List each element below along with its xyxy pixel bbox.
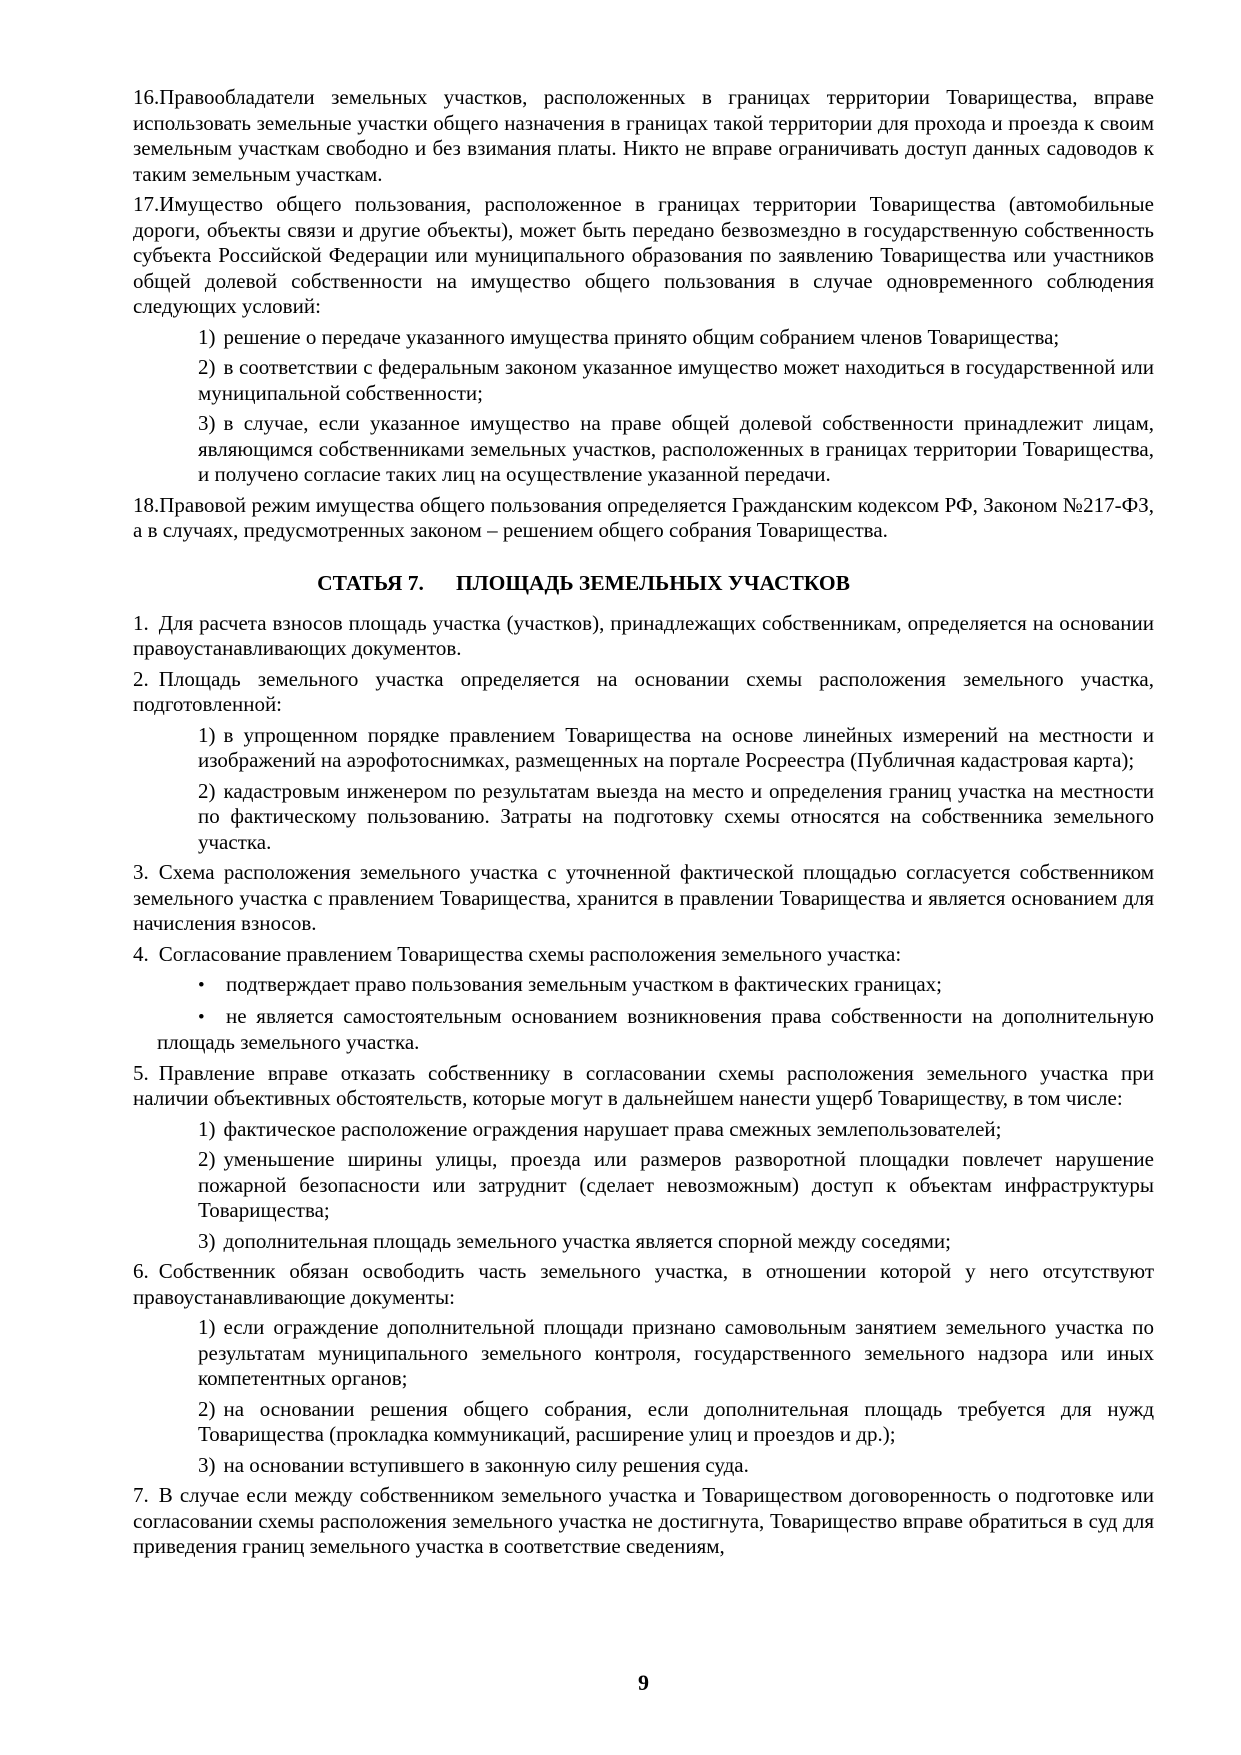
subitem-text: решение о передаче указанного имущества принято общим собранием членов Товарищества; xyxy=(223,324,1060,349)
article7-item-2 xyxy=(133,667,1154,718)
item-number: 7. xyxy=(133,1483,149,1507)
subitem-text: дополнительная площадь земельного участка является спорной между соседями; xyxy=(223,1228,951,1253)
item-text: Схема расположения земельного участка с уточненной фактической площадью согласуется собственником земельного участка с правлением Товарищества, хранится в правлении Товарищества и является основанием для начисления взносов. xyxy=(133,860,1154,935)
subitem-text: в соответствии с федеральным законом указанное имущество может находиться в государственной или муниципальной собственности; xyxy=(198,355,1154,405)
subitem-number: 3) xyxy=(198,1452,216,1477)
item-6-subitem-3 xyxy=(198,1453,1154,1479)
item-2-subitem-1 xyxy=(198,723,1154,774)
item-number: 3. xyxy=(133,860,149,884)
subitem-number: 3) xyxy=(198,411,216,435)
item-number: 1. xyxy=(133,610,149,635)
item-text: Для расчета взносов площадь участка (участков), принадлежащих собственникам, определяется на основании правоустанавливающих документов. xyxy=(133,610,1154,660)
subitem-text: в упрощенном порядке правлением Товарищества на основе линейных измерений на местности и изображений на аэрофотоснимках, размещенных на портале Росреестра (Публичная кадастровая карта); xyxy=(198,722,1154,772)
item-text: Площадь земельного участка определяется на основании схемы расположения земельного участка, подготовленной: xyxy=(133,666,1154,716)
subitem-number: 2) xyxy=(198,1147,216,1171)
item-5-subitem-2 xyxy=(198,1147,1154,1224)
item-text: Собственник обязан освободить часть земельного участка, в отношении которой у него отсутствуют правоустанавливающие документы: xyxy=(133,1259,1154,1309)
article-7-heading xyxy=(73,570,1094,596)
article-title: ПЛОЩАДЬ ЗЕМЕЛЬНЫХ УЧАСТКОВ xyxy=(455,570,850,595)
article7-item-4 xyxy=(133,942,1154,968)
clause-17-subitem-3 xyxy=(198,411,1154,488)
bullet-text: подтверждает право пользования земельным участком в фактических границах; xyxy=(226,972,942,996)
item-2-subitem-2 xyxy=(198,779,1154,856)
bullet-icon: • xyxy=(198,975,205,996)
page-number: 9 xyxy=(638,1670,649,1695)
clause-17-subitem-2 xyxy=(198,355,1154,406)
subitem-number: 3) xyxy=(198,1228,216,1253)
subitem-number: 1) xyxy=(198,324,216,349)
subitem-text: если ограждение дополнительной площади признано самовольным занятием земельного участка по результатам муниципального земельного контроля, государственного земельного надзора или иных компетентных органов; xyxy=(198,1315,1154,1390)
clause-18: 18.Правовой режим имущества общего пользования определяется Гражданским кодексом РФ, Законом №217-ФЗ, а в случаях, предусмотренных законом – решением общего собрания Товарищества. xyxy=(133,492,1154,542)
item-number: 2. xyxy=(133,666,149,691)
article-number-label: СТАТЬЯ 7. xyxy=(317,570,424,595)
subitem-text: кадастровым инженером по результатам выезда на место и определения границ участка на местности по фактическому пользованию. Затраты на подготовку схемы относятся на собственника земельного участка. xyxy=(198,778,1154,854)
article7-item-3 xyxy=(133,860,1154,937)
document-body xyxy=(133,85,1154,1565)
subitem-text: уменьшение ширины улицы, проезда или размеров разворотной площадки повлечет нарушение пожарной безопасности или затруднит (сделает невозможным) доступ к объектам инфраструктуры Товарищества; xyxy=(198,1147,1154,1222)
clause-16: 16.Правообладатели земельных участков, расположенных в границах территории Товарищества, вправе использовать земельные участки общего назначения в границах такой территории для прохода и проезда к своим земельным участкам свободно и без взимания платы. Никто не вправе ограничивать доступ данных садоводов к таким земельным участкам. xyxy=(133,85,1154,186)
item-4-bullet-1 xyxy=(157,972,1154,999)
subitem-number: 1) xyxy=(198,1116,216,1141)
subitem-text: на основании решения общего собрания, если дополнительная площадь требуется для нужд Товарищества (прокладка коммуникаций, расширение улиц и проездов и др.); xyxy=(198,1396,1154,1446)
item-5-subitem-1 xyxy=(198,1117,1154,1143)
subitem-number: 1) xyxy=(198,722,216,747)
item-number: 4. xyxy=(133,941,149,966)
article7-item-6 xyxy=(133,1259,1154,1310)
article7-item-1 xyxy=(133,611,1154,662)
clause-17-subitem-1 xyxy=(198,325,1154,351)
bullet-text: не является самостоятельным основанием возникновения права собственности на дополнительную площадь земельного участка. xyxy=(157,1003,1154,1054)
subitem-number: 2) xyxy=(198,355,216,379)
item-number: 5. xyxy=(133,1060,149,1085)
item-number: 6. xyxy=(133,1259,149,1283)
item-text: Правление вправе отказать собственнику в согласовании схемы расположения земельного участка при наличии объективных обстоятельств, которые могут в дальнейшем нанести ущерб Товариществу, в том числе: xyxy=(133,1060,1154,1110)
item-5-subitem-3 xyxy=(198,1229,1154,1255)
bullet-icon: • xyxy=(198,1006,205,1028)
item-4-bullet-2 xyxy=(157,1004,1154,1056)
article7-item-5 xyxy=(133,1061,1154,1112)
subitem-number: 1) xyxy=(198,1315,216,1339)
item-text: Согласование правлением Товарищества схемы расположения земельного участка: xyxy=(158,941,902,966)
subitem-number: 2) xyxy=(198,1396,216,1421)
clause-17: 17.Имущество общего пользования, расположенное в границах территории Товарищества (автомобильные дороги, объекты связи и другие объекты), может быть передано безвозмездно в государственную собственность субъекта Российской Федерации или муниципального образования по заявлению Товарищества или участников общей долевой собственности на имущество общего пользования в случае одновременного соблюдения следующих условий: xyxy=(133,192,1154,318)
subitem-number: 2) xyxy=(198,778,216,803)
item-6-subitem-2 xyxy=(198,1397,1154,1448)
subitem-text: фактическое расположение ограждения нарушает права смежных землепользователей; xyxy=(223,1116,1002,1141)
subitem-text: в случае, если указанное имущество на праве общей долевой собственности принадлежит лицам, являющимся собственниками земельных участков, расположенных в границах территории Товарищества, и получено согласие таких лиц на осуществление указанной передачи. xyxy=(198,411,1154,486)
subitem-text: на основании вступившего в законную силу решения суда. xyxy=(223,1452,749,1477)
item-text: В случае если между собственником земельного участка и Товариществом договоренность о подготовке или согласовании схемы расположения земельного участка не достигнута, Товарищество вправе обратиться в суд для приведения границ земельного участка в соответствие сведениям, xyxy=(133,1483,1154,1558)
item-6-subitem-1 xyxy=(198,1315,1154,1392)
article7-item-7 xyxy=(133,1483,1154,1560)
